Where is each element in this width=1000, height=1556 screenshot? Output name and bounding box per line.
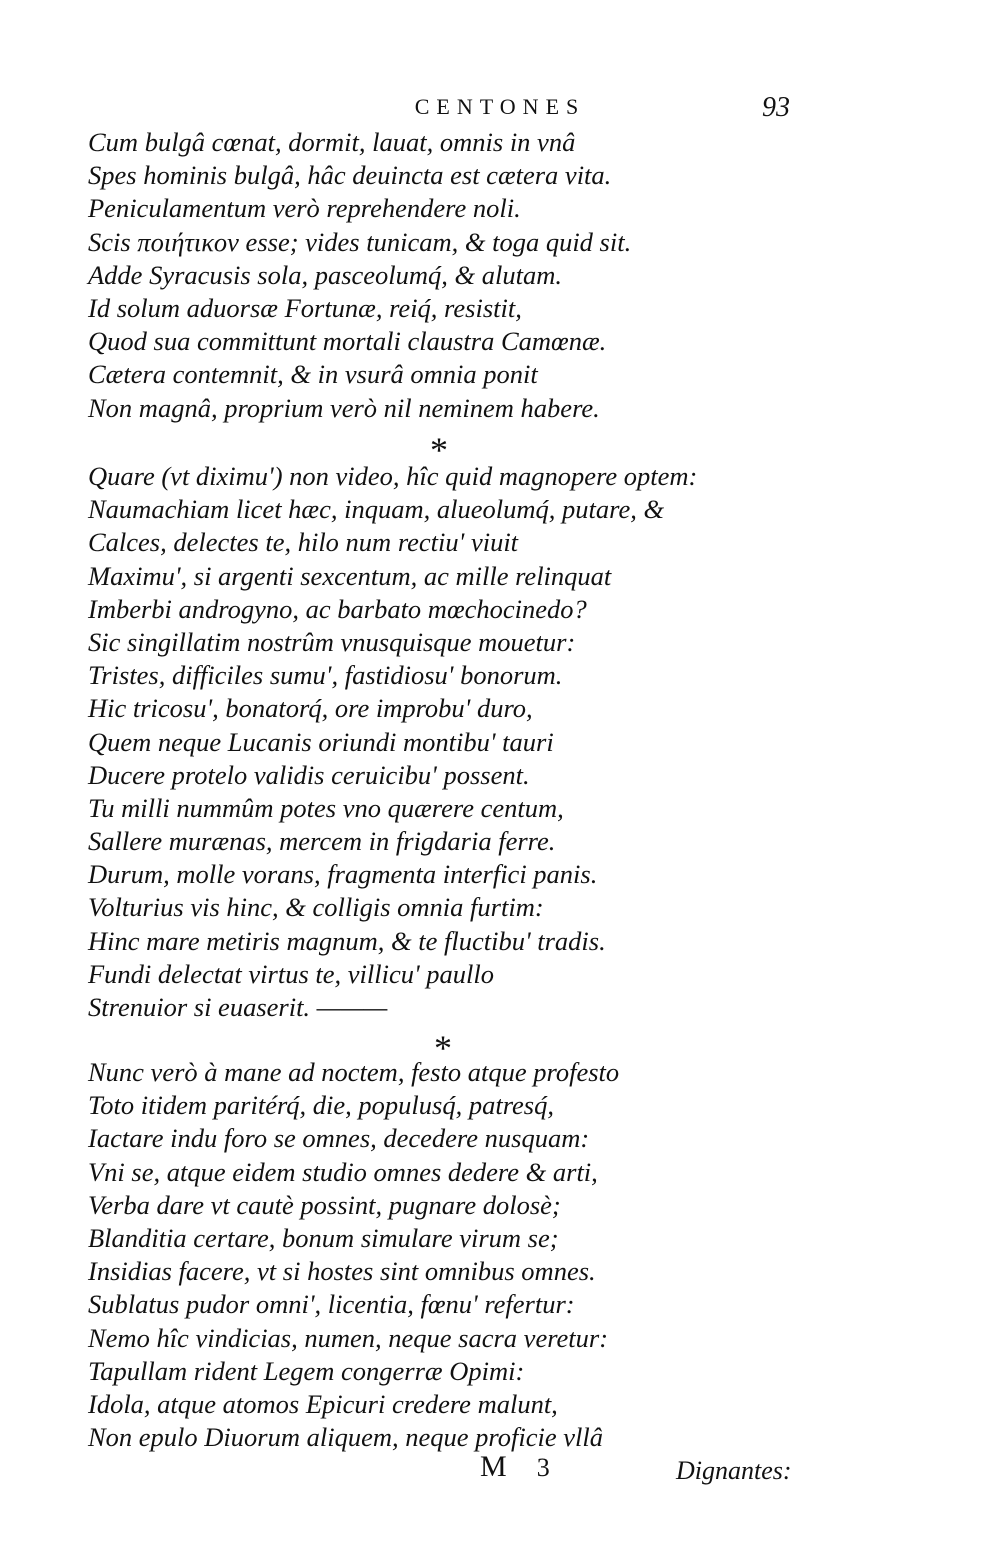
verse-line: Sic singillatim nostrûm vnusquisque mouetur: xyxy=(88,626,576,657)
folio-number: 93 xyxy=(762,92,790,123)
verse-line: Fundi delectat virtus te, villicu' paullo xyxy=(88,958,495,989)
signature-number: 3 xyxy=(536,1453,550,1482)
verse-line: Calces, delectes te, hilo num rectiu' viuit xyxy=(88,527,519,558)
verse-line: Cum bulgâ cœnat, dormit, lauat, omnis in vnâ xyxy=(88,127,576,157)
verse-line: Strenuior si euaserit. ——— xyxy=(88,992,388,1022)
section-separator: * xyxy=(434,1028,452,1068)
verse-line: Insidias facere, vt si hostes sint omnibus omnes. xyxy=(88,1256,596,1287)
verse-line: Sublatus pudor omni', licentia, fœnu' refertur: xyxy=(88,1289,575,1320)
verse-line: Tu milli nummûm potes vno quærere centum, xyxy=(88,792,564,823)
verse-line: Quare (vt diximu') non video, hîc quid magnopere optem: xyxy=(88,461,698,491)
verse-line: Non magnâ, proprium verò nil neminem habere. xyxy=(88,392,600,423)
verse-line: Vni se, atque eidem studio omnes dedere & arti, xyxy=(88,1156,598,1187)
verse-line: Adde Syracusis sola, pasceolumq́, & alutam. xyxy=(88,259,563,290)
running-head: CENTONES xyxy=(414,94,586,119)
verse-line: Peniculamentum verò reprehendere noli. xyxy=(88,193,521,224)
verse-line: Id solum aduorsæ Fortunæ, reiq́, resistit, xyxy=(88,292,522,323)
verse-line: Maximu', si argenti sexcentum, ac mille relinquat xyxy=(88,560,612,591)
verse-line: Verba dare vt cautè possint, pugnare dolosè; xyxy=(88,1189,561,1220)
verse-line: Iactare indu foro se omnes, decedere nusquam: xyxy=(88,1123,590,1154)
verse-line: Durum, molle vorans, fragmenta interfici panis. xyxy=(88,859,598,890)
verse-line: Nunc verò à mane ad noctem, festo atque profesto xyxy=(88,1057,620,1087)
verse-block-3 xyxy=(88,1056,748,1454)
verse-line: Cætera contemnit, & in vsurâ omnia ponit xyxy=(88,359,538,390)
verse-line: Spes hominis bulgâ, hâc deuincta est cætera vita. xyxy=(88,160,612,191)
verse-line: Volturius vis hinc, & colligis omnia furtim: xyxy=(88,892,544,923)
catchword: Dignantes: xyxy=(676,1456,792,1485)
verse-line: Sallere murænas, mercem in frigdaria ferre. xyxy=(88,826,556,857)
verse-line: Scis ποιήτικον esse; vides tunicam, & toga quid sit. xyxy=(88,226,632,257)
verse-line: Imberbi androgyno, ac barbato mœchocinedo? xyxy=(88,593,587,624)
verse-line: Quod sua committunt mortali claustra Camœnæ. xyxy=(88,326,607,357)
verse-line: Tapullam rident Legem congerræ Opimi: xyxy=(88,1355,525,1386)
verse-line: Toto itidem paritérq́, die, populusq́, patresq́, xyxy=(88,1090,554,1121)
verse-line: Hic tricosu', bonatorq́, ore improbu' duro, xyxy=(88,693,533,724)
verse-block-1 xyxy=(88,126,748,425)
verse-line: Hinc mare metiris magnum, & te fluctibu' tradis. xyxy=(88,925,606,956)
verse-line: Nemo hîc vindicias, numen, neque sacra veretur: xyxy=(88,1322,609,1353)
verse-line: Naumachiam licet hæc, inquam, alueolumq́, putare, & xyxy=(88,494,665,525)
verse-line: Quem neque Lucanis oriundi montibu' tauri xyxy=(88,726,554,757)
signature-letter: M xyxy=(480,1450,507,1483)
section-separator: * xyxy=(430,430,448,470)
verse-block-2 xyxy=(88,460,748,1024)
verse-line: Idola, atque atomos Epicuri credere malunt, xyxy=(88,1388,558,1419)
verse-line: Blanditia certare, bonum simulare virum se; xyxy=(88,1222,559,1253)
verse-line: Ducere protelo validis ceruicibu' possent. xyxy=(88,759,530,790)
signature-mark xyxy=(480,1450,550,1484)
verse-line: Non epulo Diuorum aliquem, neque proficie vllâ xyxy=(88,1422,603,1453)
verse-line: Tristes, difficiles sumu', fastidiosu' bonorum. xyxy=(88,660,563,691)
